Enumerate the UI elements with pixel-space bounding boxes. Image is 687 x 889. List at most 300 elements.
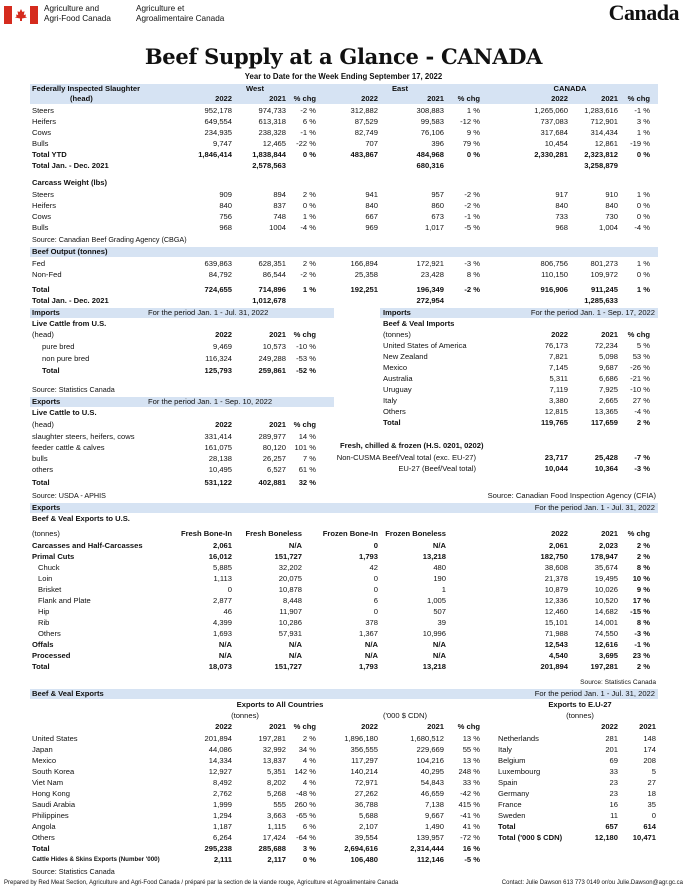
data-cell: 15,101: [544, 618, 568, 627]
page-title: Beef Supply at a Glance - CANADA: [144, 44, 543, 69]
data-cell: 46,659: [420, 789, 444, 798]
column-header: 2021: [427, 722, 444, 731]
data-cell: 0 %: [636, 150, 650, 159]
data-cell: 6 %: [302, 822, 316, 831]
data-cell: -3 %: [634, 464, 650, 473]
data-cell: 1 %: [302, 285, 316, 294]
column-header: 2021: [269, 722, 286, 731]
data-cell: 10,454: [544, 139, 568, 148]
data-cell: -26 %: [630, 363, 650, 372]
data-cell: 1,693: [212, 629, 232, 638]
data-cell: 87,529: [354, 117, 378, 126]
data-cell: -4 %: [634, 223, 650, 232]
data-cell: 911,245: [590, 285, 618, 294]
exports-cattle-period: For the period Jan. 1 - Sep. 10, 2022: [148, 397, 273, 406]
data-cell: 860: [431, 201, 444, 210]
data-cell: 6,686: [598, 374, 618, 383]
eu-unit: (tonnes): [566, 711, 594, 720]
data-cell: 2,061: [212, 541, 232, 550]
data-cell: 208: [643, 756, 656, 765]
data-cell: 8,448: [282, 596, 302, 605]
data-cell: 197,281: [258, 734, 286, 743]
data-cell: 2,314,444: [410, 844, 444, 853]
slaughter-unit: (head): [70, 94, 93, 103]
data-cell: 101 %: [294, 443, 316, 452]
page-subtitle: Year to Date for the Week Ending September 17, 2022: [244, 72, 443, 81]
data-cell: 109,972: [590, 270, 618, 279]
row-label: Italy: [498, 745, 512, 754]
data-cell: N/A: [288, 651, 302, 660]
data-cell: 35,674: [594, 563, 618, 572]
row-label: South Korea: [32, 767, 75, 776]
data-cell: 289,977: [258, 432, 286, 441]
data-cell: 7,145: [548, 363, 568, 372]
column-header: % chg: [293, 330, 316, 339]
data-cell: 1 %: [466, 106, 480, 115]
data-cell: 483,867: [350, 150, 378, 159]
data-cell: 14,334: [208, 756, 232, 765]
data-cell: -2 %: [464, 190, 480, 199]
data-cell: -1 %: [634, 640, 650, 649]
data-cell: 295,238: [204, 844, 232, 853]
row-label: Saudi Arabia: [32, 800, 76, 809]
data-cell: 909: [219, 190, 232, 199]
data-cell: -4 %: [300, 223, 316, 232]
data-cell: 5,688: [358, 811, 378, 820]
row-label: Total: [42, 366, 60, 375]
data-cell: N/A: [364, 651, 378, 660]
data-cell: -1 %: [464, 212, 480, 221]
data-cell: 197,281: [590, 662, 618, 671]
row-label: Brisket: [38, 585, 62, 594]
data-cell: 23: [609, 778, 618, 787]
data-cell: 0: [373, 585, 378, 594]
data-cell: 3 %: [636, 117, 650, 126]
row-label: Total YTD: [32, 150, 67, 159]
data-cell: 44,086: [208, 745, 232, 754]
data-cell: 0 %: [466, 150, 480, 159]
column-header: 2022: [551, 330, 568, 339]
data-cell: 2,323,812: [584, 150, 618, 159]
data-cell: 9 %: [636, 585, 650, 594]
data-cell: 680,316: [416, 161, 444, 170]
column-header: 2022: [551, 94, 568, 103]
data-cell: 1,367: [358, 629, 378, 638]
column-header: 2021: [601, 330, 618, 339]
data-cell: 10,286: [278, 618, 302, 627]
data-cell: 2,117: [267, 855, 286, 864]
data-cell: 5,268: [266, 789, 286, 798]
data-cell: -64 %: [296, 833, 316, 842]
data-cell: 8,202: [266, 778, 286, 787]
data-cell: 712,901: [590, 117, 618, 126]
data-cell: 968: [219, 223, 232, 232]
cdn-unit: ('000 $ CDN): [382, 711, 428, 720]
column-header: % chg: [293, 722, 316, 731]
data-cell: 756: [219, 212, 232, 221]
footer-contact: Contact: Julie Dawson 613 773 0149 or/ou Julie.Dawson@agr.gc.ca: [501, 880, 683, 886]
data-cell: 3 %: [302, 844, 316, 853]
data-cell: 7,821: [548, 352, 568, 361]
data-cell: 308,883: [416, 106, 444, 115]
data-cell: 76,106: [420, 128, 444, 137]
data-cell: -4 %: [634, 407, 650, 416]
data-cell: 6,527: [266, 465, 286, 474]
data-cell: 234,935: [204, 128, 232, 137]
data-cell: -19 %: [630, 139, 650, 148]
exports-world-period: For the period Jan. 1 - Jul. 31, 2022: [534, 689, 655, 698]
data-cell: 7,925: [598, 385, 618, 394]
data-cell: N/A: [218, 640, 232, 649]
slaughter-source: Source: Canadian Beef Grading Agency (CBGA): [32, 235, 187, 244]
column-header: Frozen Bone-In: [322, 529, 378, 538]
data-cell: 1,838,844: [252, 150, 286, 159]
data-cell: 74,550: [594, 629, 618, 638]
data-cell: 1,265,060: [534, 106, 568, 115]
data-cell: 840: [605, 201, 618, 210]
data-cell: 12,180: [594, 833, 618, 842]
data-cell: 1 %: [302, 212, 316, 221]
data-cell: 23 %: [632, 651, 650, 660]
data-cell: 178,947: [590, 552, 618, 561]
data-cell: -1 %: [300, 128, 316, 137]
data-cell: 20,075: [278, 574, 302, 583]
row-label: non pure bred: [42, 354, 90, 363]
row-label: Carcasses and Half-Carcasses: [32, 541, 143, 550]
data-cell: 3,663: [266, 811, 286, 820]
data-cell: 32 %: [298, 478, 316, 487]
imports-beef-sub: Beef & Veal Imports: [383, 319, 455, 328]
row-label: Others: [383, 407, 406, 416]
data-cell: 17 %: [632, 596, 650, 605]
data-cell: 3,695: [598, 651, 618, 660]
data-cell: 112,146: [416, 855, 444, 864]
data-cell: 840: [219, 201, 232, 210]
data-cell: 13 %: [462, 756, 480, 765]
data-cell: 314,434: [590, 128, 618, 137]
data-cell: 331,414: [204, 432, 232, 441]
all-countries-title: Exports to All Countries: [236, 700, 324, 709]
data-cell: 82,749: [354, 128, 378, 137]
data-cell: 1,490: [424, 822, 444, 831]
data-cell: 1,017: [424, 223, 444, 232]
row-label: Uruguay: [383, 385, 412, 394]
data-cell: 10,471: [632, 833, 656, 842]
data-cell: 28,138: [208, 454, 232, 463]
data-cell: 238,328: [258, 128, 286, 137]
column-header: % chg: [457, 722, 480, 731]
data-cell: 26,257: [262, 454, 286, 463]
data-cell: 917: [555, 190, 568, 199]
imports-beef-source: Source: Canadian Food Inspection Agency (CFIA): [487, 491, 656, 500]
data-cell: -7 %: [634, 453, 650, 462]
data-cell: 10,026: [594, 585, 618, 594]
data-cell: 27,262: [354, 789, 378, 798]
row-label: Others: [32, 833, 55, 842]
column-header: 2022: [601, 722, 618, 731]
data-cell: 657: [605, 822, 618, 831]
data-cell: 2,107: [358, 822, 378, 831]
data-cell: 1,680,512: [410, 734, 444, 743]
data-cell: 12,861: [594, 139, 618, 148]
data-cell: 32,202: [278, 563, 302, 572]
data-cell: 13,218: [422, 552, 446, 561]
data-cell: 35: [647, 800, 656, 809]
imports-beef-period: For the period Jan. 1 - Sep. 17, 2022: [530, 308, 655, 317]
data-cell: 5 %: [636, 341, 650, 350]
column-header: 2022: [215, 722, 232, 731]
data-cell: 259,861: [258, 366, 286, 375]
data-cell: 1 %: [636, 259, 650, 268]
agency-name-fr: Agriculture et Agroalimentaire Canada: [136, 4, 225, 23]
data-cell: 248 %: [458, 767, 480, 776]
column-header: 2021: [269, 94, 286, 103]
row-label: Fed: [32, 259, 46, 268]
data-cell: 260 %: [294, 800, 316, 809]
data-cell: 1,846,414: [198, 150, 232, 159]
data-cell: 99,583: [420, 117, 444, 126]
imports-heading: Imports: [32, 308, 60, 317]
data-cell: 12,927: [208, 767, 232, 776]
data-cell: 14 %: [298, 432, 316, 441]
column-header: % chg: [627, 330, 650, 339]
data-cell: 1,294: [212, 811, 232, 820]
data-cell: -3 %: [464, 259, 480, 268]
data-cell: 801,273: [590, 259, 618, 268]
data-cell: 1004: [269, 223, 286, 232]
column-header: 2022: [215, 330, 232, 339]
data-cell: 16: [609, 800, 618, 809]
row-label: Australia: [383, 374, 413, 383]
data-cell: -1 %: [634, 106, 650, 115]
data-cell: 0 %: [636, 270, 650, 279]
data-cell: 110,150: [541, 270, 568, 279]
data-cell: 57,931: [278, 629, 302, 638]
row-label: Total: [383, 418, 401, 427]
data-cell: 507: [433, 607, 446, 616]
data-cell: 116,324: [205, 354, 232, 363]
data-cell: 23: [609, 789, 618, 798]
data-cell: 6,264: [212, 833, 232, 842]
data-cell: -5 %: [464, 223, 480, 232]
data-cell: 0 %: [636, 212, 650, 221]
data-cell: -5 %: [464, 855, 480, 864]
data-cell: 312,882: [350, 106, 378, 115]
data-cell: 201,894: [204, 734, 232, 743]
row-label: Total: [32, 844, 50, 853]
data-cell: 13,365: [594, 407, 618, 416]
row-label: Non-Fed: [32, 270, 62, 279]
data-cell: N/A: [288, 640, 302, 649]
data-cell: 125,793: [204, 366, 232, 375]
data-cell: 2 %: [636, 541, 650, 550]
data-cell: 5: [651, 767, 656, 776]
column-header: 2021: [601, 529, 618, 538]
data-cell: 27: [647, 778, 656, 787]
column-header: % chg: [627, 94, 650, 103]
data-cell: 957: [431, 190, 444, 199]
row-label: slaughter steers, heifers, cows: [32, 432, 135, 441]
data-cell: 969: [365, 223, 378, 232]
data-cell: 3,258,879: [584, 161, 618, 170]
data-cell: 18,073: [208, 662, 232, 671]
imports-beef-heading: Imports: [383, 308, 411, 317]
data-cell: 196,349: [416, 285, 444, 294]
data-cell: 639,863: [204, 259, 232, 268]
data-cell: 10,996: [422, 629, 446, 638]
data-cell: 9,687: [598, 363, 618, 372]
eu-title: Exports to E.U-27: [548, 700, 612, 709]
data-cell: 3,380: [548, 396, 568, 405]
data-cell: 13 %: [462, 734, 480, 743]
row-label: Processed: [32, 651, 71, 660]
exports-world-heading: Beef & Veal Exports: [32, 689, 104, 698]
data-cell: 1 %: [636, 128, 650, 137]
data-cell: 12,465: [262, 139, 286, 148]
data-cell: -10 %: [296, 342, 316, 351]
data-cell: 0 %: [636, 201, 650, 210]
column-header: 2021: [269, 420, 286, 429]
data-cell: 36,788: [354, 800, 378, 809]
row-label: United States: [32, 734, 78, 743]
row-label: Philippines: [32, 811, 69, 820]
data-cell: 69: [609, 756, 618, 765]
data-cell: 39: [437, 618, 446, 627]
data-cell: 8,492: [212, 778, 232, 787]
data-cell: -3 %: [634, 629, 650, 638]
row-label: Cows: [32, 212, 51, 221]
data-cell: 0 %: [302, 201, 316, 210]
data-cell: 13,837: [262, 756, 286, 765]
row-label: pure bred: [42, 342, 75, 351]
data-cell: 10,495: [208, 465, 232, 474]
data-cell: 531,122: [204, 478, 232, 487]
row-label: Others: [38, 629, 61, 638]
canada-flag-icon: [4, 6, 38, 24]
data-cell: 12,815: [544, 407, 568, 416]
data-cell: 12,460: [544, 607, 568, 616]
data-cell: 10,044: [544, 464, 568, 473]
data-cell: 72,971: [354, 778, 378, 787]
data-cell: -10 %: [630, 385, 650, 394]
data-cell: 4 %: [302, 756, 316, 765]
data-cell: 714,896: [258, 285, 286, 294]
data-cell: 837: [273, 201, 286, 210]
data-cell: -52 %: [296, 366, 316, 375]
data-cell: 317,684: [540, 128, 568, 137]
data-cell: 1 %: [636, 285, 650, 294]
data-cell: 9,667: [424, 811, 444, 820]
data-cell: 4,540: [548, 651, 568, 660]
data-cell: 748: [273, 212, 286, 221]
data-cell: 0: [227, 585, 232, 594]
data-cell: 192,251: [350, 285, 378, 294]
data-cell: 974,733: [258, 106, 286, 115]
data-cell: 1,005: [426, 596, 446, 605]
data-cell: 285,688: [258, 844, 286, 853]
data-cell: 8 %: [636, 618, 650, 627]
data-cell: 142 %: [294, 767, 316, 776]
region-label: East: [391, 84, 409, 93]
data-cell: 10,364: [594, 464, 618, 473]
data-cell: 910: [605, 190, 618, 199]
data-cell: 1,999: [212, 800, 232, 809]
data-cell: -2 %: [464, 201, 480, 210]
data-cell: 2 %: [302, 734, 316, 743]
data-cell: 0: [651, 811, 656, 820]
row-label: feeder cattle & calves: [32, 443, 105, 452]
row-label: Bulls: [32, 223, 49, 232]
data-cell: 55 %: [462, 745, 480, 754]
row-label: Total: [32, 662, 50, 671]
data-cell: 86,544: [262, 270, 286, 279]
data-cell: -22 %: [296, 139, 316, 148]
row-label: Primal Cuts: [32, 552, 75, 561]
exports-us-unit: (tonnes): [32, 529, 60, 538]
column-header: 2022: [551, 529, 568, 538]
data-cell: 7 %: [302, 454, 316, 463]
data-cell: 117,659: [590, 418, 618, 427]
data-cell: 76,173: [544, 341, 568, 350]
carcass-weight-heading: Carcass Weight (lbs): [32, 178, 107, 187]
exports-world-source: Source: Statistics Canada: [32, 867, 115, 876]
data-cell: 23,428: [420, 270, 444, 279]
row-label: Angola: [32, 822, 56, 831]
data-cell: N/A: [364, 640, 378, 649]
data-cell: 480: [433, 563, 446, 572]
data-cell: 2,061: [548, 541, 568, 550]
data-cell: 54,843: [420, 778, 444, 787]
row-label: Belgium: [498, 756, 526, 765]
row-label: Heifers: [32, 117, 57, 126]
data-cell: 182,750: [540, 552, 568, 561]
column-header: % chg: [627, 529, 650, 538]
data-cell: 2,578,563: [252, 161, 286, 170]
data-cell: 106,480: [350, 855, 378, 864]
row-label: Total ('000 $ CDN): [498, 833, 563, 842]
data-cell: -42 %: [460, 789, 480, 798]
data-cell: 151,727: [274, 662, 302, 671]
row-label: Rib: [38, 618, 50, 627]
row-label: Hong Kong: [32, 789, 70, 798]
data-cell: 941: [365, 190, 378, 199]
data-cell: 1,012,678: [252, 296, 286, 305]
data-cell: 23,717: [544, 453, 568, 462]
data-cell: 72,234: [594, 341, 618, 350]
exports-us-period: For the period Jan. 1 - Jul. 31, 2022: [534, 503, 655, 512]
data-cell: 7,119: [549, 385, 568, 394]
data-cell: 25,358: [354, 270, 378, 279]
data-cell: 40,295: [420, 767, 444, 776]
row-label: Cows: [32, 128, 51, 137]
imports-cattle-sub: Live Cattle from U.S.: [32, 319, 107, 328]
data-cell: 46: [223, 607, 232, 616]
data-cell: 10,878: [278, 585, 302, 594]
data-cell: 840: [555, 201, 568, 210]
data-cell: 2 %: [636, 662, 650, 671]
data-cell: 667: [365, 212, 378, 221]
output-heading: Beef Output (tonnes): [32, 247, 108, 256]
data-cell: 10,879: [544, 585, 568, 594]
data-cell: 9,747: [212, 139, 232, 148]
data-cell: 151,727: [274, 552, 302, 561]
data-cell: 229,669: [416, 745, 444, 754]
data-cell: 2 %: [302, 190, 316, 199]
data-cell: 894: [273, 190, 286, 199]
column-header: Fresh Boneless: [245, 529, 302, 538]
data-cell: 10,520: [594, 596, 618, 605]
data-cell: 707: [365, 139, 378, 148]
